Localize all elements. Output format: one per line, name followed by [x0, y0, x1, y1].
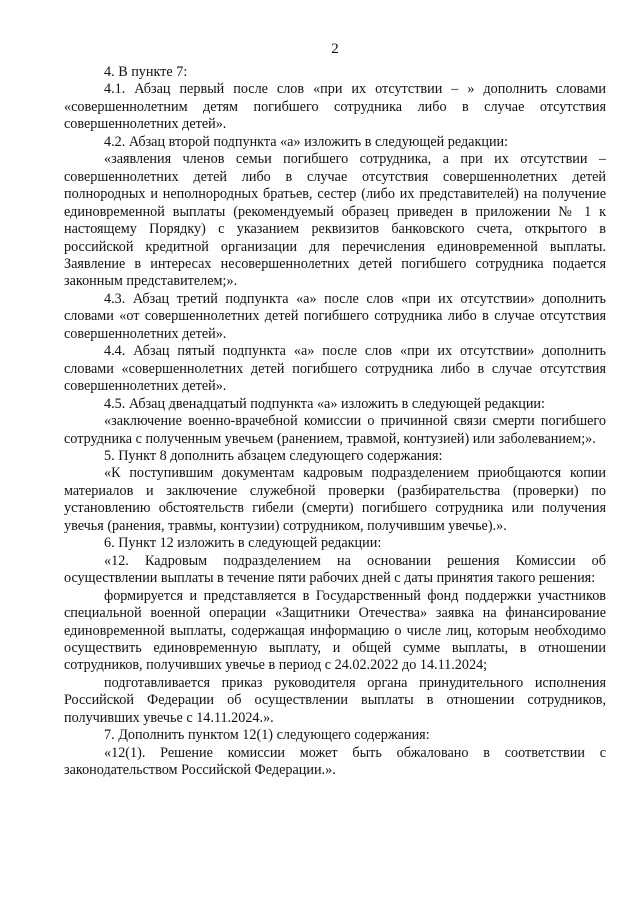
paragraph-item-4-4: 4.4. Абзац пятый подпункта «а» после слов «при их отсутствии» дополнить словами «совершеннолетних детей погибшего сотрудника либо в случае отсутствия совершеннолетних детей».: [64, 343, 606, 395]
paragraph-quote-6-first: формируется и представляется в Государственный фонд поддержки участников специальной военной операции «Защитники Отечества» заявка на финансирование единовременной выплаты, содержащая информацию о числе лиц, которым необходимо осуществить единовременную выплату, и общей сумме выплаты, в отношении сотрудников, получивших увечье в период с 24.02.2022 до 14.11.2024;: [64, 587, 606, 674]
paragraph-item-4-3: 4.3. Абзац третий подпункта «а» после слов «при их отсутствии» дополнить словами «от совершеннолетних детей погибшего сотрудника либо в случае отсутствия совершеннолетних детей».: [64, 290, 606, 342]
paragraph-item-5: 5. Пункт 8 дополнить абзацем следующего содержания:: [104, 447, 443, 464]
paragraph-quote-6-intro: «12. Кадровым подразделением на основании решения Комиссии об осуществлении выплаты в течение пяти рабочих дней с даты принятия такого решения:: [64, 552, 606, 587]
paragraph-quote-7: «12(1). Решение комиссии может быть обжаловано в соответствии с законодательством Российской Федерации.».: [64, 744, 606, 779]
paragraph-item-4-2: 4.2. Абзац второй подпункта «а» изложить в следующей редакции:: [104, 133, 509, 150]
paragraph-item-4-1: 4.1. Абзац первый после слов «при их отсутствии – » дополнить словами «совершеннолетним детям погибшего сотрудника либо в случае отсутствия совершеннолетних детей».: [64, 81, 606, 133]
paragraph-quote-4-2: «заявления членов семьи погибшего сотрудника, а при их отсутствии – совершеннолетних детей либо в случае отсутствия совершеннолетних детей полнородных и неполнородных братьев, сестер (либо их представителей) на получение единовременной выплаты (рекомендуемый образец приведен в приложении № 1 к настоящему Порядку) с указанием реквизитов банковского счета, открытого в российской кредитной организации для перечисления единовременной выплаты. Заявление в интересах несовершеннолетних детей погибшего сотрудника подается законным представителем;».: [64, 151, 606, 290]
paragraph-quote-5: «К поступившим документам кадровым подразделением приобщаются копии материалов и заключение служебной проверки (разбирательства (проверки) по установлению обстоятельств гибели (смерти) погибшего сотрудника или получения увечья (ранения, травмы, контузии) сотрудником, получившим увечье).».: [64, 465, 606, 534]
paragraph-quote-6-second: подготавливается приказ руководителя органа принудительного исполнения Российской Федерации об осуществлении выплаты в отношении сотрудников, получивших увечье с 14.11.2024.».: [64, 674, 606, 726]
paragraph-item-4-5: 4.5. Абзац двенадцатый подпункта «а» изложить в следующей редакции:: [104, 395, 545, 412]
paragraph-quote-4-5: «заключение военно-врачебной комиссии о причинной связи смерти погибшего сотрудника с полученным увечьем (ранением, травмой, контузией) или заболеванием;».: [64, 413, 606, 447]
paragraph-item-6: 6. Пункт 12 изложить в следующей редакции:: [104, 535, 382, 552]
paragraph-item-4: 4. В пункте 7:: [104, 64, 188, 80]
page-number: 2: [331, 41, 339, 57]
paragraph-item-7: 7. Дополнить пунктом 12(1) следующего содержания:: [104, 727, 430, 744]
